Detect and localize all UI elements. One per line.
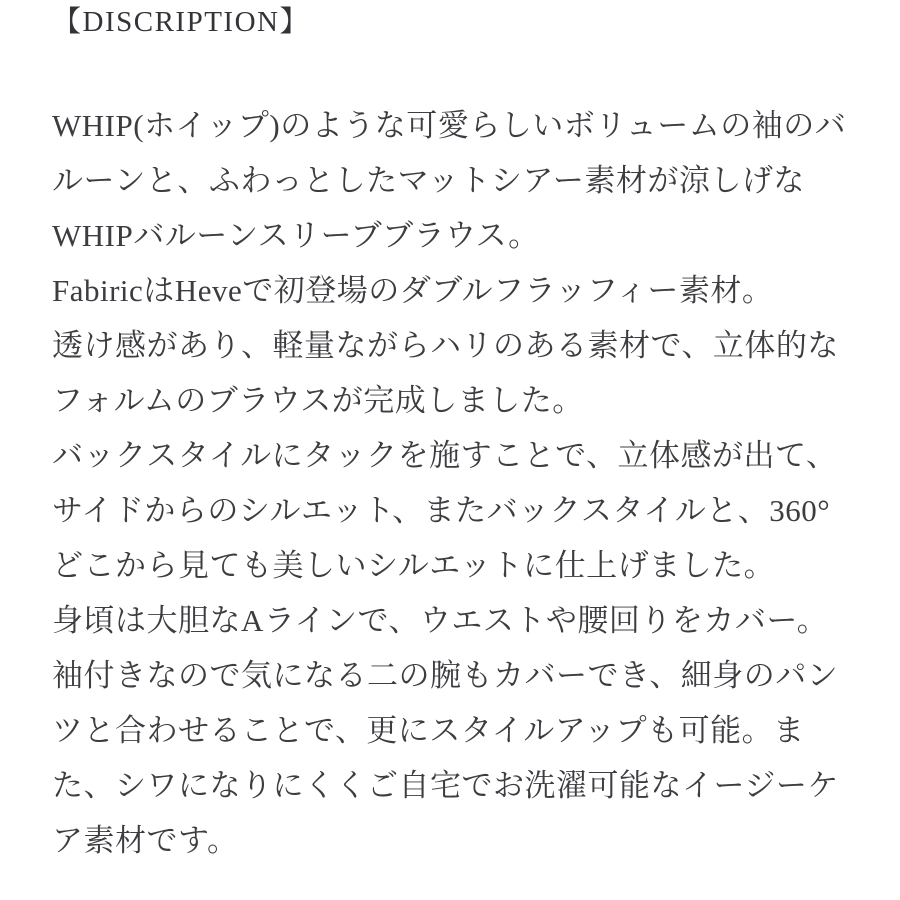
description-body: [52, 98, 866, 868]
description-heading: 【DISCRIPTION】: [52, 6, 310, 38]
text-line: ルーンと、ふわっとしたマットシアー素材が涼しげな: [52, 163, 805, 198]
text-line: フォルムのブラウスが完成しました。: [52, 383, 584, 418]
text-line: た、シワになりにくくご自宅でお洗濯可能なイージーケ: [52, 768, 839, 803]
text-line: WHIPバルーンスリーブブラウス。: [52, 218, 540, 253]
text-line: どこから見ても美しいシルエットに仕上げました。: [52, 548, 776, 583]
text-line: 身頃は大胆なAラインで、ウエストや腰回りをカバー。: [52, 603, 829, 638]
text-line: 透け感があり、軽量ながらハリのある素材で、立体的な: [52, 328, 839, 363]
text-line: ア素材です。: [52, 823, 239, 858]
text-line: FabiricはHeveで初登場のダブルフラッフィー素材。: [52, 273, 774, 308]
text-line: バックスタイルにタックを施すことで、立体感が出て、: [52, 438, 838, 473]
text-line: WHIP(ホイップ)のような可愛らしいボリュームの袖のバ: [52, 108, 847, 143]
text-line: サイドからのシルエット、またバックスタイルと、360°: [52, 493, 831, 528]
text-line: ツと合わせることで、更にスタイルアップも可能。ま: [52, 713, 805, 748]
text-line: 袖付きなので気になる二の腕もカバーでき、細身のパン: [52, 658, 839, 693]
